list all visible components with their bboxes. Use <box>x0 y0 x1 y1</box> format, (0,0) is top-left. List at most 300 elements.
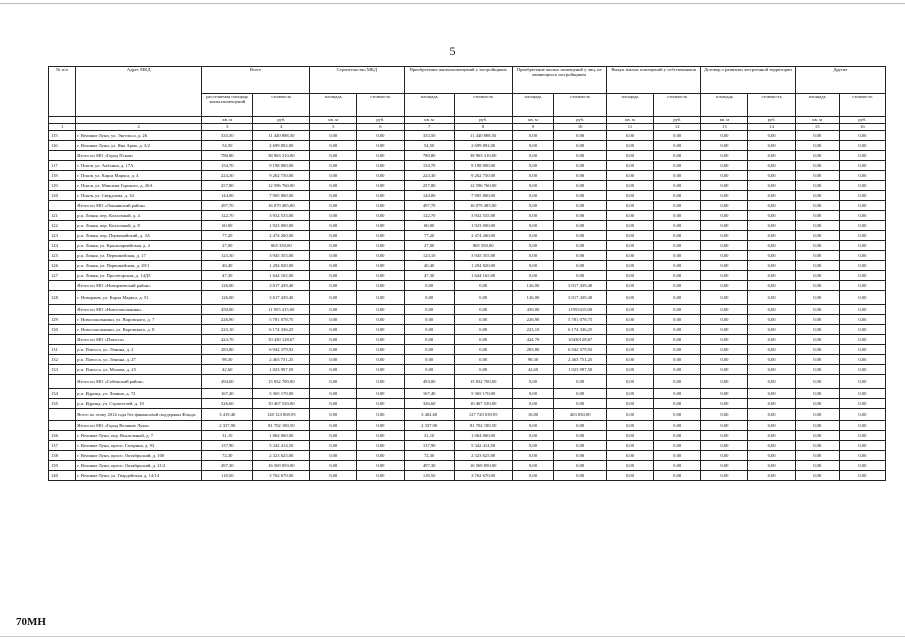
cell-area: 0,00 <box>606 291 653 305</box>
cell-area: 0,00 <box>701 355 748 365</box>
cell-area: 0,00 <box>606 151 653 161</box>
cell-cost: 38 963 310,00 <box>454 151 512 161</box>
cell-cost: 0,00 <box>654 241 701 251</box>
cell-cost: 0,00 <box>654 221 701 231</box>
cell-area: 0,00 <box>795 409 839 421</box>
cell-area: 0,00 <box>310 181 357 191</box>
cell-area: 0,00 <box>404 325 454 335</box>
cell-cost: 0,00 <box>839 431 885 441</box>
cell-cost: 0,00 <box>839 201 885 211</box>
cell-area: 98,30 <box>202 355 253 365</box>
table-row <box>49 141 886 151</box>
cell-cost: 0,00 <box>357 441 404 451</box>
cell-cost: 0,00 <box>839 281 885 291</box>
cell-cost: 3 762 670,00 <box>454 471 512 481</box>
cell-area: 497,30 <box>404 461 454 471</box>
cell-area: 0,00 <box>310 291 357 305</box>
cell-cost: 2 699 892,00 <box>454 141 512 151</box>
column-number-row <box>49 124 886 131</box>
cell-cost: 12 596 760,00 <box>454 181 512 191</box>
subheader-area: площадь <box>310 94 357 117</box>
cell-cost: 0,00 <box>839 471 885 481</box>
cell-area: 0,00 <box>512 261 554 271</box>
cell-area: 0,00 <box>795 325 839 335</box>
cell-cost: 0,00 <box>654 335 701 345</box>
cell-cost: 5 342 414,50 <box>253 441 310 451</box>
cell-cost: 0,00 <box>357 251 404 261</box>
cell-area: 0,00 <box>310 131 357 141</box>
cell-area: 0,00 <box>310 345 357 355</box>
cell-area: 167,40 <box>202 389 253 399</box>
cell-cost: 0,00 <box>454 355 512 365</box>
cell-area: 40,40 <box>202 261 253 271</box>
cell-cost: 0,00 <box>654 271 701 281</box>
cell-cost: 0,00 <box>654 305 701 315</box>
cell-cost: 0,00 <box>454 305 512 315</box>
cell-cost: 0,00 <box>654 451 701 461</box>
row-number: 121 <box>49 211 76 221</box>
cell-cost: 0,00 <box>454 291 512 305</box>
cell-area: 223,10 <box>202 325 253 335</box>
table-row <box>49 161 886 171</box>
cell-cost: 2 474 260,00 <box>454 231 512 241</box>
row-number: 132 <box>49 355 76 365</box>
cell-area: 0,00 <box>795 181 839 191</box>
cell-area: 0,00 <box>701 365 748 375</box>
cell-cost: 1 023 997,50 <box>253 365 310 375</box>
cell-area: 0,00 <box>310 325 357 335</box>
cell-cost: 0,00 <box>839 231 885 241</box>
row-address: г. Новоржев, ул. Карла Маркса, д. 51 <box>76 291 202 305</box>
cell-cost: 0,00 <box>839 151 885 161</box>
cell-cost: 11955415,00 <box>554 305 606 315</box>
cell-area: 126,00 <box>512 291 554 305</box>
cell-cost: 0,00 <box>654 325 701 335</box>
cell-area: 54,50 <box>202 141 253 151</box>
cell-cost: 0,00 <box>748 261 795 271</box>
row-number <box>49 421 76 431</box>
cell-cost: 0,00 <box>654 161 701 171</box>
row-number: 135 <box>49 399 76 409</box>
row-address: р.п. Локня, ул. Красноармейская, д. 2 <box>76 241 202 251</box>
unit-m2: кв. м <box>310 117 357 124</box>
cell-cost: 0,00 <box>357 171 404 181</box>
cell-cost: 5 342 414,50 <box>454 441 512 451</box>
row-number: 127 <box>49 271 76 281</box>
cell-cost: 3 017 439,40 <box>253 291 310 305</box>
cell-area: 0,00 <box>795 355 839 365</box>
cell-cost: 1 644 165,00 <box>454 271 512 281</box>
cell-cost: 0,00 <box>748 231 795 241</box>
cell-cost: 0,00 <box>357 241 404 251</box>
cell-area: 0,00 <box>310 191 357 201</box>
cell-cost: 0,00 <box>748 325 795 335</box>
table-row <box>49 211 886 221</box>
column-number: 1 <box>49 124 76 131</box>
cell-area: 126,00 <box>512 281 554 291</box>
cell-cost: 0,00 <box>839 241 885 251</box>
cell-area: 780,80 <box>202 151 253 161</box>
cell-area: 0,00 <box>512 461 554 471</box>
cell-area: 0,00 <box>310 315 357 325</box>
cell-area: 0,00 <box>606 421 653 431</box>
cell-area: 0,00 <box>701 181 748 191</box>
cell-cost: 11 440 888,50 <box>253 131 310 141</box>
cell-cost: 0,00 <box>748 141 795 151</box>
row-number: 120 <box>49 191 76 201</box>
cell-area: 0,00 <box>512 251 554 261</box>
table-row <box>49 131 886 141</box>
row-address: р.п. Плюсса, ул. Ленина, д. 27 <box>76 355 202 365</box>
cell-area: 0,00 <box>606 251 653 261</box>
scan-edge-top <box>0 3 905 4</box>
cell-area: 226,90 <box>202 315 253 325</box>
cell-cost: 0,00 <box>839 345 885 355</box>
cell-cost: 0,00 <box>748 335 795 345</box>
row-address: Итого по МО «Плюсса» <box>76 335 202 345</box>
cell-area: 223,10 <box>512 325 554 335</box>
cell-area: 0,00 <box>512 271 554 281</box>
row-number: 136 <box>49 431 76 441</box>
table-row <box>49 389 886 399</box>
subtotal-row <box>49 305 886 315</box>
cell-cost: 0,00 <box>357 141 404 151</box>
cell-area: 0,00 <box>795 345 839 355</box>
cell-cost: 0,00 <box>357 471 404 481</box>
cell-cost: 0,00 <box>839 451 885 461</box>
table-row <box>49 291 886 305</box>
cell-cost: 0,00 <box>839 315 885 325</box>
table-row <box>49 171 886 181</box>
cell-cost: 0,00 <box>654 355 701 365</box>
cell-cost: 3 017 439,40 <box>554 281 606 291</box>
cell-cost: 0,00 <box>748 201 795 211</box>
table-row <box>49 315 886 325</box>
header-construction: Строительство МКД <box>310 67 404 94</box>
cell-area: 0,00 <box>512 241 554 251</box>
cell-cost: 0,00 <box>654 365 701 375</box>
cell-cost: 3 945 355,00 <box>454 251 512 261</box>
table-row <box>49 471 886 481</box>
cell-cost: 11 955 415,00 <box>253 305 310 315</box>
cell-cost: 0,00 <box>357 211 404 221</box>
cell-cost: 0,00 <box>654 291 701 305</box>
cell-cost: 0,00 <box>554 241 606 251</box>
cell-area: 0,00 <box>795 141 839 151</box>
cell-cost: 0,00 <box>654 231 701 241</box>
cell-cost: 0,00 <box>839 171 885 181</box>
cell-area: 0,00 <box>310 161 357 171</box>
cell-cost: 0,00 <box>357 325 404 335</box>
cell-cost: 7 905 800,00 <box>454 191 512 201</box>
cell-cost: 0,00 <box>654 151 701 161</box>
row-number: 128 <box>49 291 76 305</box>
cell-area: 326,60 <box>404 399 454 409</box>
cell-cost: 12 596 760,00 <box>253 181 310 191</box>
cell-cost: 16 079 485,00 <box>253 201 310 211</box>
header-total: Всего <box>202 67 310 94</box>
row-address: г. Псков, ул. Алёхина, д. 17А <box>76 161 202 171</box>
cell-area: 0,00 <box>512 151 554 161</box>
table-row <box>49 355 886 365</box>
cell-cost: 0,00 <box>654 409 701 421</box>
cell-area: 0,00 <box>795 221 839 231</box>
cell-area: 0,00 <box>795 441 839 451</box>
row-number: 129 <box>49 315 76 325</box>
cell-area: 0,00 <box>512 211 554 221</box>
cell-area: 0,00 <box>512 221 554 231</box>
units-empty-cell <box>49 117 76 124</box>
row-number <box>49 335 76 345</box>
table-row <box>49 271 886 281</box>
cell-area: 0,00 <box>795 399 839 409</box>
subheader-area: площадь <box>701 94 748 117</box>
cell-area: 0,00 <box>795 261 839 271</box>
cell-area: 0,00 <box>606 261 653 271</box>
table-row <box>49 325 886 335</box>
cell-cost: 16 569 850,00 <box>253 461 310 471</box>
cell-area: 0,00 <box>701 345 748 355</box>
row-address: г. Псков, ул. Максима Горького, д. 26А <box>76 181 202 191</box>
table-row <box>49 451 886 461</box>
cell-area: 0,00 <box>606 141 653 151</box>
cell-cost: 0,00 <box>654 315 701 325</box>
cell-cost: 0,00 <box>554 201 606 211</box>
cell-area: 0,00 <box>795 171 839 181</box>
cell-cost: 0,00 <box>748 281 795 291</box>
unit-rub: руб. <box>839 117 885 124</box>
cell-area: 0,00 <box>606 365 653 375</box>
cell-cost: 0,00 <box>839 375 885 389</box>
column-number: 16 <box>839 124 885 131</box>
cell-area: 0,00 <box>310 389 357 399</box>
unit-rub: руб. <box>554 117 606 124</box>
cell-area: 0,00 <box>795 251 839 261</box>
cell-area: 0,00 <box>701 409 748 421</box>
cell-cost: 0,00 <box>654 399 701 409</box>
cell-cost: 0,00 <box>357 291 404 305</box>
cell-cost: 0,00 <box>839 191 885 201</box>
cell-area: 0,00 <box>701 271 748 281</box>
cell-cost: 6 942 379,92 <box>253 345 310 355</box>
cell-cost: 0,00 <box>748 365 795 375</box>
cell-cost: 0,00 <box>839 221 885 231</box>
cell-area: 0,00 <box>606 325 653 335</box>
cell-cost: 0,00 <box>357 409 404 421</box>
cell-cost: 0,00 <box>454 325 512 335</box>
cell-area: 0,00 <box>701 191 748 201</box>
row-address: Итого по МО «Новосокольники» <box>76 305 202 315</box>
table-body <box>49 131 886 481</box>
cell-area: 60,00 <box>404 221 454 231</box>
cell-cost: 1 644 165,00 <box>253 271 310 281</box>
row-number: 131 <box>49 345 76 355</box>
column-number: 13 <box>701 124 748 131</box>
cell-area: 0,00 <box>701 281 748 291</box>
table-row <box>49 441 886 451</box>
cell-area: 0,00 <box>310 201 357 211</box>
cell-cost: 0,00 <box>748 251 795 261</box>
cell-area: 0,00 <box>701 261 748 271</box>
cell-area: 0,00 <box>310 365 357 375</box>
cell-area: 0,00 <box>701 461 748 471</box>
cell-area: 60,00 <box>202 221 253 231</box>
cell-area: 167,40 <box>404 389 454 399</box>
cell-area: 0,00 <box>512 141 554 151</box>
cell-area: 497,70 <box>404 201 454 211</box>
cell-cost: 0,00 <box>357 451 404 461</box>
cell-cost: 128 123 869,95 <box>253 409 310 421</box>
cell-area: 0,00 <box>404 281 454 291</box>
row-number: 140 <box>49 471 76 481</box>
cell-area: 0,00 <box>606 389 653 399</box>
column-number: 4 <box>253 124 310 131</box>
cell-area: 42,60 <box>512 365 554 375</box>
cell-cost: 0,00 <box>839 305 885 315</box>
cell-area: 0,00 <box>310 461 357 471</box>
cell-cost: 10 467 530,00 <box>253 399 310 409</box>
cell-area: 137,90 <box>202 441 253 451</box>
cell-area: 0,00 <box>512 441 554 451</box>
row-number: 138 <box>49 451 76 461</box>
subheader-cost: стоимость <box>748 94 795 117</box>
table-row <box>49 461 886 471</box>
cell-area: 450,00 <box>202 305 253 315</box>
cell-cost: 0,00 <box>454 335 512 345</box>
cell-area: 0,00 <box>701 221 748 231</box>
cell-cost: 0,00 <box>654 181 701 191</box>
cell-cost: 11 440 888,50 <box>454 131 512 141</box>
cell-cost: 0,00 <box>839 131 885 141</box>
cell-area: 0,00 <box>701 161 748 171</box>
cell-area: 77,20 <box>202 231 253 241</box>
cell-area: 494,00 <box>202 375 253 389</box>
cell-area: 0,00 <box>701 315 748 325</box>
cell-area: 0,00 <box>606 441 653 451</box>
cell-cost: 0,00 <box>554 211 606 221</box>
cell-cost: 2 463 751,25 <box>253 355 310 365</box>
cell-area: 224,30 <box>202 171 253 181</box>
cell-cost: 0,00 <box>839 441 885 451</box>
row-number: 119 <box>49 181 76 191</box>
cell-cost: 0,00 <box>357 191 404 201</box>
cell-area: 497,30 <box>202 461 253 471</box>
table-row <box>49 191 886 201</box>
cell-area: 0,00 <box>310 409 357 421</box>
cell-cost: 0,00 <box>357 375 404 389</box>
cell-area: 0,00 <box>404 291 454 305</box>
header-development-agreement: Договор о развитии застроенной территории <box>701 67 795 94</box>
row-number: 126 <box>49 261 76 271</box>
cell-cost: 0,00 <box>654 201 701 211</box>
cell-cost: 0,00 <box>839 461 885 471</box>
cell-cost: 0,00 <box>654 131 701 141</box>
cell-area: 0,00 <box>310 221 357 231</box>
cell-cost: 865 350,00 <box>454 241 512 251</box>
cell-cost: 16 079 485,00 <box>454 201 512 211</box>
cell-area: 0,00 <box>795 231 839 241</box>
cell-area: 0,00 <box>701 399 748 409</box>
cell-cost: 0,00 <box>839 271 885 281</box>
cell-area: 72,30 <box>202 451 253 461</box>
cell-cost: 0,00 <box>748 355 795 365</box>
cell-area: 144,00 <box>202 191 253 201</box>
cell-area: 0,00 <box>310 441 357 451</box>
cell-area: 0,00 <box>795 131 839 141</box>
cell-cost: 0,00 <box>839 389 885 399</box>
cell-area: 0,00 <box>795 281 839 291</box>
cell-area: 0,00 <box>701 231 748 241</box>
cell-cost: 0,00 <box>554 375 606 389</box>
row-address: р.п. Плюсса, ул. Ленина, д. 2 <box>76 345 202 355</box>
cell-area: 0,00 <box>606 461 653 471</box>
unit-m2: кв. м <box>606 117 653 124</box>
row-address: г. Новосокольники, ул. Воровского, д. 7 <box>76 315 202 325</box>
subheader-area: площадь <box>606 94 653 117</box>
cell-area: 0,00 <box>606 211 653 221</box>
cell-cost: 0,00 <box>357 181 404 191</box>
cell-area: 0,00 <box>606 315 653 325</box>
cell-area: 16,80 <box>512 409 554 421</box>
cell-cost: 1 923 000,00 <box>454 221 512 231</box>
cell-cost: 0,00 <box>748 375 795 389</box>
cell-area: 0,00 <box>701 151 748 161</box>
cell-cost: 2 463 751,25 <box>554 355 606 365</box>
cell-area: 0,00 <box>606 431 653 441</box>
cell-area: 283,80 <box>512 345 554 355</box>
unit-m2: кв. м <box>701 117 748 124</box>
cell-cost: 2 474 260,00 <box>253 231 310 241</box>
cell-area: 123,30 <box>202 251 253 261</box>
cell-area: 0,00 <box>606 201 653 211</box>
cell-cost: 1 294 820,00 <box>253 261 310 271</box>
cell-area: 0,00 <box>795 201 839 211</box>
cell-area: 31,10 <box>202 431 253 441</box>
cell-area: 0,00 <box>512 431 554 441</box>
cell-cost: 9 262 750,00 <box>454 171 512 181</box>
cell-cost: 6 942 379,92 <box>554 345 606 355</box>
cell-area: 118,50 <box>202 471 253 481</box>
cell-cost: 0,00 <box>357 345 404 355</box>
cell-area: 780,80 <box>404 151 454 161</box>
cell-cost: 0,00 <box>654 375 701 389</box>
cell-cost: 7 905 800,00 <box>253 191 310 201</box>
cell-cost: 5 781 078,75 <box>253 315 310 325</box>
cell-area: 0,00 <box>310 399 357 409</box>
table-row <box>49 261 886 271</box>
row-number: 137 <box>49 441 76 451</box>
scan-edge-bottom <box>0 636 905 637</box>
cell-cost: 0,00 <box>748 461 795 471</box>
cell-area: 0,00 <box>310 355 357 365</box>
cell-cost: 3 017 439,40 <box>554 291 606 305</box>
cell-cost: 2 699 892,00 <box>253 141 310 151</box>
cell-cost: 0,00 <box>654 431 701 441</box>
cell-cost: 0,00 <box>839 251 885 261</box>
cell-cost: 6 174 336,25 <box>554 325 606 335</box>
subheader-cost: стоимость <box>253 94 310 117</box>
cell-cost: 0,00 <box>357 315 404 325</box>
header-address: Адрес МКД <box>76 67 202 117</box>
row-address: Итого по МО «Город Великие Луки» <box>76 421 202 431</box>
cell-cost: 1 923 000,00 <box>253 221 310 231</box>
cell-area: 0,00 <box>310 335 357 345</box>
cell-area: 0,00 <box>310 451 357 461</box>
unit-m2: кв. м <box>795 117 839 124</box>
cell-area: 0,00 <box>512 201 554 211</box>
cell-cost: 9 198 000,00 <box>253 161 310 171</box>
cell-area: 0,00 <box>795 305 839 315</box>
